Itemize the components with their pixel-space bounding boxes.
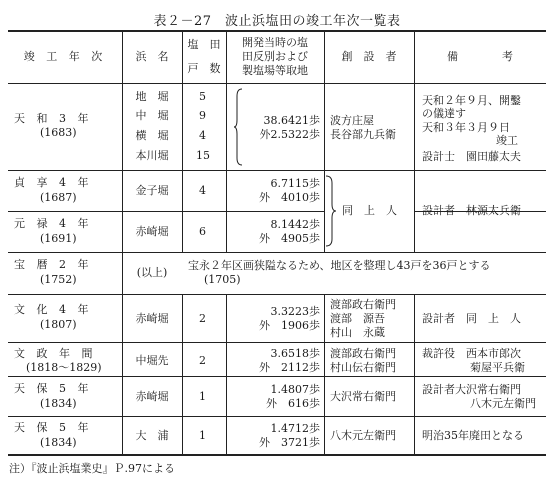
row2-era: (1687) (40, 191, 77, 204)
row1-count-2: 9 (199, 109, 206, 122)
row7-count: 1 (199, 390, 206, 403)
row7-era: (1834) (40, 397, 77, 410)
header-area-1: 開発当時の塩 (242, 36, 308, 49)
rows23-brace (325, 175, 337, 247)
row2-area-1: 6.7115歩 (270, 177, 320, 190)
col-rule-5b (414, 294, 415, 454)
col-rule-3b (226, 294, 227, 454)
row1-hama-1: 地 堀 (135, 90, 169, 103)
row8-year: 天 保 5 年 (14, 421, 93, 434)
row5-year: 文 化 4 年 (14, 303, 93, 316)
row8-founder: 八木元左衛門 (330, 429, 396, 442)
col-rule-4b (324, 294, 325, 454)
rule-row-6 (8, 376, 546, 377)
rule-header (8, 83, 546, 84)
row1-count-4: 15 (196, 149, 210, 162)
row7-founder: 大沢常右衛門 (330, 390, 396, 403)
header-area-3: 製塩場等取地 (242, 64, 308, 77)
row2-area-2: 外 4010歩 (259, 191, 320, 204)
header-remarks: 備 考 (447, 50, 513, 63)
row4-span-1: 宝永２年区画狭隘なるため、地区を整理し43戸を36戸とする (188, 259, 491, 272)
row3-area-1: 8.1442歩 (270, 218, 320, 231)
row8-count: 1 (199, 429, 206, 442)
row8-area-1: 1.4712歩 (270, 422, 320, 435)
row8-era: (1834) (40, 436, 77, 449)
header-count-bottom: 戸 数 (187, 62, 221, 75)
row2-hama: 金子堀 (135, 184, 169, 197)
row6-year: 文 政 年 間 (14, 347, 97, 360)
row5-founder-3: 村山 永蔵 (330, 326, 385, 339)
row1-remarks-2: の儀達す (422, 107, 466, 120)
row7-area-2: 外 616歩 (266, 397, 320, 410)
rule-row-3 (8, 252, 546, 253)
row6-area-1: 3.6518歩 (270, 347, 320, 360)
row1-count-1: 5 (199, 90, 206, 103)
row7-area-1: 1.4807歩 (270, 383, 320, 396)
row3-year: 元 禄 4 年 (14, 217, 93, 230)
row1-remarks-1: 天和２年９月、開鑿 (422, 94, 521, 107)
row6-hama: 中堀先 (135, 354, 169, 367)
rule-row-7 (8, 416, 546, 417)
table-title: 表２－27 波止浜塩田の竣工年次一覧表 (153, 14, 401, 29)
row1-era: (1683) (40, 126, 77, 139)
row4-era: (1752) (40, 273, 77, 286)
row6-remarks-1: 裁許役 西本市郎次 (422, 347, 521, 360)
row5-hama: 赤崎堀 (135, 312, 169, 325)
row7-hama: 赤崎堀 (135, 390, 169, 403)
row8-remarks: 明治35年廃田となる (422, 429, 524, 442)
row6-remarks-2: 菊屋平兵衛 (470, 361, 525, 374)
row8-hama: 大 浦 (135, 429, 169, 442)
row5-era: (1807) (40, 318, 77, 331)
row1-area-2: 外2.5322歩 (259, 128, 320, 141)
rule-bottom (8, 454, 546, 456)
rows23-founder: 同 上 人 (342, 204, 397, 217)
row2-count: 4 (199, 184, 206, 197)
row5-count: 2 (199, 312, 206, 325)
col-rule-5 (414, 30, 415, 252)
rule-top (8, 30, 546, 32)
row6-founder-2: 村山伝右衛門 (330, 361, 396, 374)
header-area-2: 田反別および (242, 50, 308, 63)
row3-count: 6 (199, 225, 206, 238)
col-rule-2b (182, 294, 183, 454)
row1-year: 天 和 3 年 (14, 112, 93, 125)
row5-founder-2: 渡部 源吾 (330, 312, 385, 325)
row3-hama: 赤崎堀 (135, 225, 169, 238)
header-hama: 浜 名 (135, 50, 169, 63)
row1-hama-4: 本川堀 (135, 149, 169, 162)
rule-row-1 (8, 170, 546, 171)
row5-area-1: 3.3223歩 (270, 305, 320, 318)
row1-area-1: 38.6421歩 (263, 114, 320, 127)
rule-row-4 (8, 294, 546, 295)
source-note: 注）『波止浜塩業史』Ｐ.97による (9, 462, 175, 475)
row8-area-2: 外 3721歩 (259, 436, 320, 449)
row3-remarks: 設計者 林源太兵衛 (422, 204, 521, 217)
rule-row-2 (8, 211, 324, 212)
row6-era: (1818～1829) (26, 361, 102, 374)
row5-founder-1: 渡部政右衛門 (330, 298, 396, 311)
row7-remarks-2: 八木元左衛門 (470, 397, 536, 410)
header-count-top: 塩 田 (187, 38, 221, 51)
row1-hama-2: 中 堀 (135, 109, 169, 122)
row1-remarks-3: 天和３年３月９日 (422, 121, 510, 134)
row7-remarks-1: 設計者大沢常右衛門 (422, 383, 521, 396)
row5-remarks: 設計者 同 上 人 (422, 312, 521, 325)
row4-span-2: (1705) (204, 273, 241, 286)
row6-area-2: 外 2112歩 (259, 361, 320, 374)
row4-year: 宝 暦 2 年 (14, 258, 93, 271)
row1-founder-1: 波方庄屋 (330, 114, 374, 127)
header-year: 竣 工 年 次 (23, 50, 107, 63)
row1-count-3: 4 (199, 129, 206, 142)
row7-year: 天 保 5 年 (14, 382, 93, 395)
row5-area-2: 外 1906歩 (259, 319, 320, 332)
row6-count: 2 (199, 354, 206, 367)
rule-row-5 (8, 342, 546, 343)
row1-remarks-5: 設計士 園田藤太夫 (422, 150, 521, 163)
row1-founder-2: 長谷部九兵衛 (330, 128, 396, 141)
row1-hama-3: 横 堀 (135, 129, 169, 142)
row3-area-2: 外 4905歩 (259, 232, 320, 245)
row3-era: (1691) (40, 232, 77, 245)
row1-remarks-4: 竣工 (496, 134, 518, 147)
row4-hama: (以上) (136, 266, 168, 279)
row2-year: 貞 享 4 年 (14, 176, 93, 189)
row1-brace (234, 88, 244, 166)
header-founder: 創 設 者 (341, 50, 397, 63)
row6-founder-1: 渡部政右衛門 (330, 347, 396, 360)
